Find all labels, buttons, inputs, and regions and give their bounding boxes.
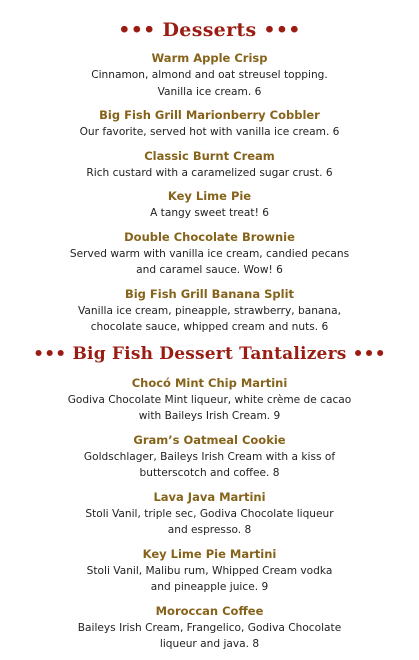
item-description-line: A tangy sweet treat! 6 — [150, 207, 269, 219]
item-name: Lava Java Martini — [153, 489, 266, 504]
item-description-line: butterscotch and coffee. 8 — [139, 467, 280, 479]
menu-item — [0, 107, 419, 141]
item-description — [30, 506, 390, 539]
item-description-line: chocolate sauce, whipped cream and nuts. 6 — [90, 321, 329, 333]
desserts-heading: ••• Desserts ••• — [118, 19, 301, 41]
item-description — [30, 246, 390, 279]
tantalizers-heading: ••• Big Fish Dessert Tantalizers ••• — [33, 343, 386, 364]
item-description-line: Baileys Irish Cream, Frangelico, Godiva Chocolate — [77, 621, 342, 634]
item-description-line: and espresso. 8 — [167, 524, 252, 536]
item-description-line: Goldschlager, Baileys Irish Cream with a kiss of — [83, 450, 336, 463]
item-name: Chocó Mint Chip Martini — [131, 375, 288, 390]
item-description-line: Stoli Vanil, triple sec, Godiva Chocolate liqueur — [85, 507, 334, 520]
item-description-line: Vanilla ice cream. 6 — [157, 85, 262, 98]
item-description — [30, 449, 390, 482]
menu-item — [0, 432, 419, 482]
tantalizers-list — [0, 375, 419, 653]
menu-item — [0, 50, 419, 100]
item-description-line: Cinnamon, almond and oat streusel topping. — [91, 69, 328, 81]
menu-item — [0, 286, 419, 336]
item-description-line: Rich custard with a caramelized sugar crust. 6 — [86, 166, 333, 179]
desserts-list — [0, 50, 419, 336]
item-description-line: and caramel sauce. Wow! 6 — [136, 264, 283, 276]
item-description-line: Our favorite, served hot with vanilla ice cream. 6 — [79, 126, 340, 138]
item-description-line: and pineapple juice. 9 — [150, 581, 269, 593]
item-description — [30, 392, 390, 425]
menu-item — [0, 229, 419, 279]
item-name: Classic Burnt Cream — [144, 148, 275, 163]
item-description-line: Served warm with vanilla ice cream, candied pecans — [69, 247, 350, 260]
item-description-line: liqueur and java. 8 — [159, 638, 260, 650]
item-description-line: with Baileys Irish Cream. 9 — [138, 410, 281, 422]
item-description — [30, 124, 390, 141]
item-name: Key Lime Pie Martini — [142, 546, 277, 561]
item-description — [30, 205, 390, 222]
tantalizers-section — [0, 343, 419, 653]
item-description — [30, 620, 390, 653]
item-name: Gram’s Oatmeal Cookie — [133, 432, 286, 447]
item-description-line: Stoli Vanil, Malibu rum, Whipped Cream vodka — [86, 564, 333, 577]
item-name: Double Chocolate Brownie — [124, 229, 295, 244]
item-name: Key Lime Pie — [167, 189, 252, 203]
item-description — [30, 165, 390, 182]
item-name: Moroccan Coffee — [155, 603, 264, 618]
menu-item — [0, 375, 419, 425]
item-name: Big Fish Grill Marionberry Cobbler — [99, 108, 320, 122]
item-description — [30, 303, 390, 336]
item-description-line: Vanilla ice cream, pineapple, strawberry, banana, — [78, 304, 341, 317]
item-name: Warm Apple Crisp — [151, 51, 268, 65]
menu-item — [0, 188, 419, 222]
menu-item — [0, 603, 419, 653]
item-name: Big Fish Grill Banana Split — [124, 286, 295, 301]
item-description — [30, 67, 390, 100]
item-description-line: Godiva Chocolate Mint liqueur, white crème de cacao — [67, 393, 352, 406]
item-description — [30, 563, 390, 596]
menu-item — [0, 546, 419, 596]
menu-item — [0, 148, 419, 182]
menu-item — [0, 489, 419, 539]
